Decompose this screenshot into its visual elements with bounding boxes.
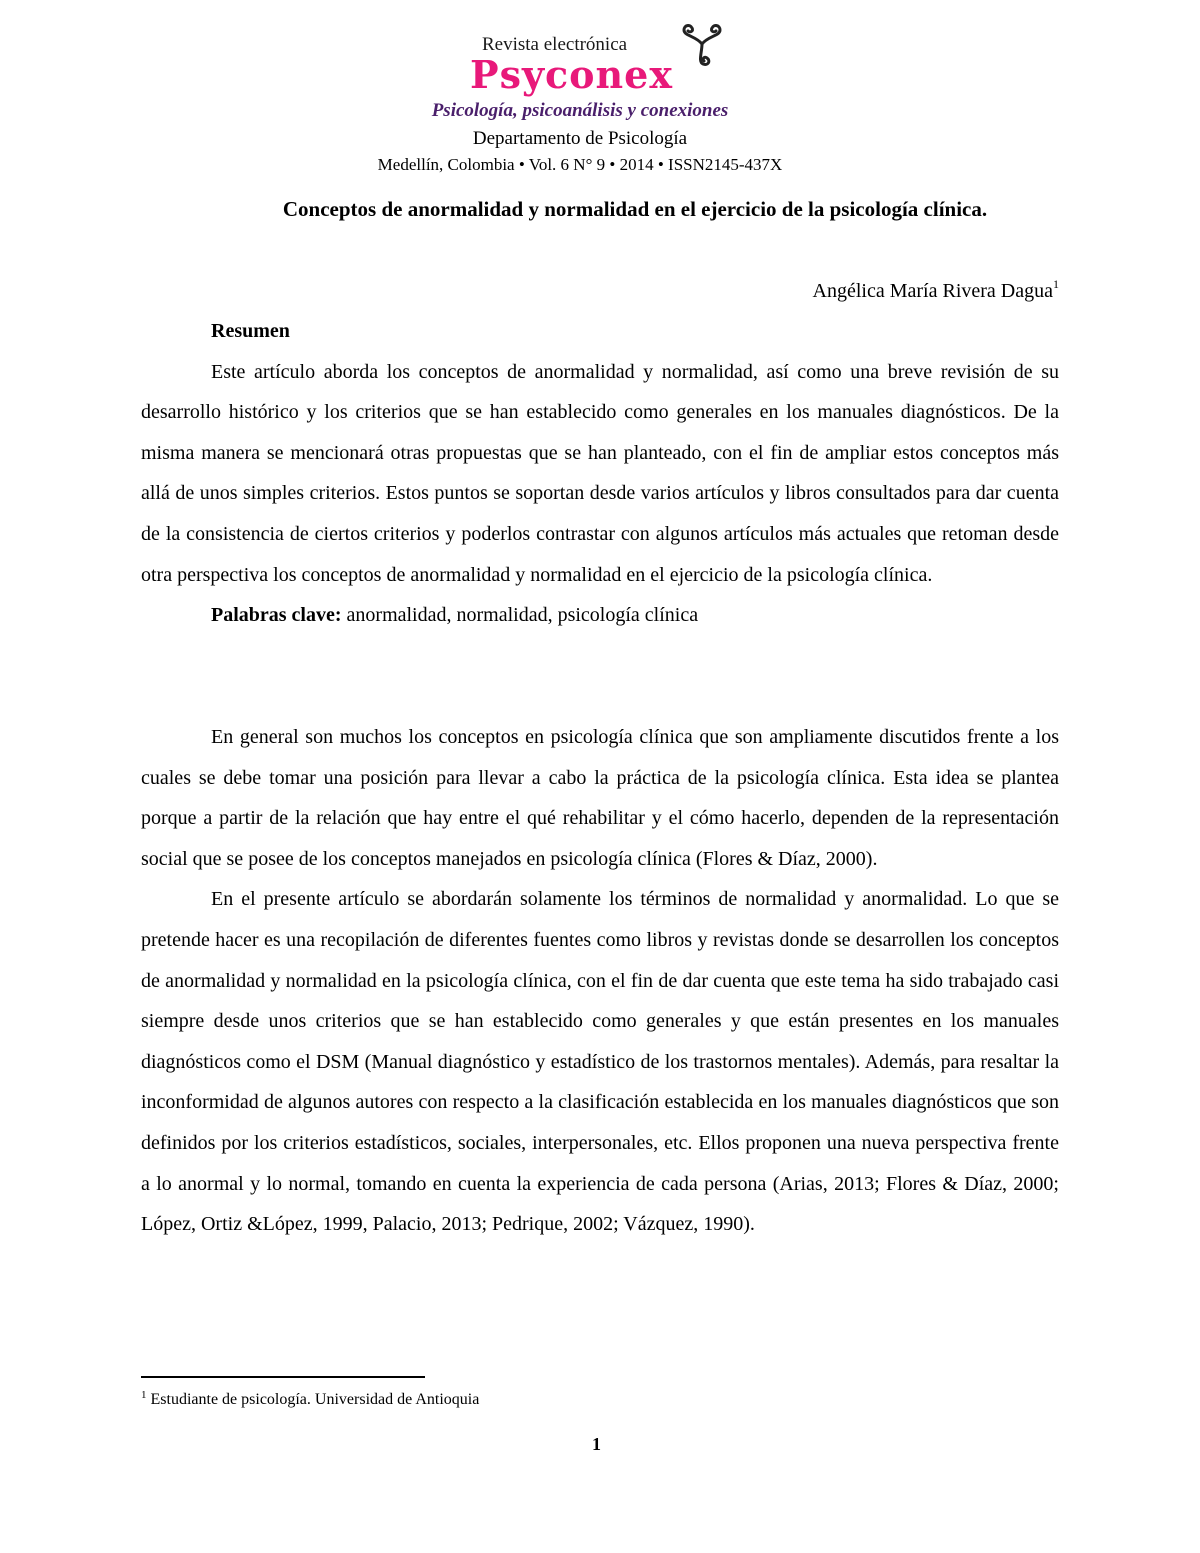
footnote-divider <box>141 1376 425 1378</box>
body-paragraph: En general son muchos los conceptos en psicología clínica que son ampliamente discutidos frente a los cuales se debe tomar una posición para llevar a cabo la práctica de la psicología clínica. Esta idea se plantea porque a partir de la relación que hay entre el qué rehabilitar y el cómo hacerlo, dependen de la representación social que se posee de los conceptos manejados en psicología clínica (Flores & Díaz, 2000). <box>141 726 1059 870</box>
author-footnote-mark: 1 <box>1053 277 1059 291</box>
footnote <box>141 1391 479 1409</box>
keywords-value: anormalidad, normalidad, psicología clínica <box>341 604 699 627</box>
article-body <box>141 717 1059 1245</box>
abstract-heading: Resumen <box>211 320 290 342</box>
journal-tagline: Psicología, psicoanálisis y conexiones <box>431 100 729 121</box>
body-paragraph: En el presente artículo se abordarán solamente los términos de normalidad y anormalidad. Lo que se pretende hacer es una recopilación de diferentes fuentes como libros y revistas donde se desarrollen los conceptos de anormalidad y normalidad en la psicología clínica, con el fin de dar cuenta que este tema ha sido trabajado casi siempre desde unos criterios que se han establecido como generales y que están presentes en los manuales diagnósticos como el DSM (Manual diagnóstico y estadístico de los trastornos mentales). Además, para resaltar la inconformidad de algunos autores con respecto a la clasificación establecida en los manuales diagnósticos que son definidos por los criterios estadísticos, sociales, interpersonales, etc. Ellos proponen una nueva perspectiva frente a lo anormal y lo normal, tomando en cuenta la experiencia de cada persona (Arias, 2013; Flores & Díaz, 2000; López, Ortiz &López, 1999, Palacio, 2013; Pedrique, 2002; Vázquez, 1990). <box>141 888 1059 1236</box>
author-name: Angélica María Rivera Dagua <box>812 280 1053 302</box>
footnote-mark: 1 <box>141 1389 147 1401</box>
page-number: 1 <box>592 1434 601 1454</box>
abstract-section <box>141 311 1059 636</box>
journal-brand: Psyconex <box>470 52 673 97</box>
department: Departamento de Psicología <box>472 128 688 149</box>
keywords-label: Palabras clave: <box>211 604 342 627</box>
author-line <box>812 277 1059 303</box>
keywords-line <box>141 595 1059 636</box>
triskelion-icon <box>678 22 726 68</box>
footnote-text: Estudiante de psicología. Universidad de Antioquia <box>146 1391 480 1408</box>
article-title: Conceptos de anormalidad y normalidad en el ejercicio de la psicología clínica. <box>282 197 988 221</box>
issue-meta: Medellín, Colombia • Vol. 6 N° 9 • 2014 • ISSN2145-437X <box>377 155 783 174</box>
abstract-text: Este artículo aborda los conceptos de anormalidad y normalidad, así como una breve revisión de su desarrollo histórico y los criterios que se han establecido como generales en los manuales diagnósticos. De la misma manera se mencionará otras propuestas que se han planteado, con el fin de ampliar estos conceptos más allá de unos simples criterios. Estos puntos se soportan desde varios artículos y libros consultados para dar cuenta de la consistencia de ciertos criterios y poderlos contrastar con algunos artículos más actuales que retoman desde otra perspectiva los conceptos de anormalidad y normalidad en el ejercicio de la psicología clínica. <box>141 360 1059 586</box>
journal-label: Revista electrónica <box>482 34 628 55</box>
